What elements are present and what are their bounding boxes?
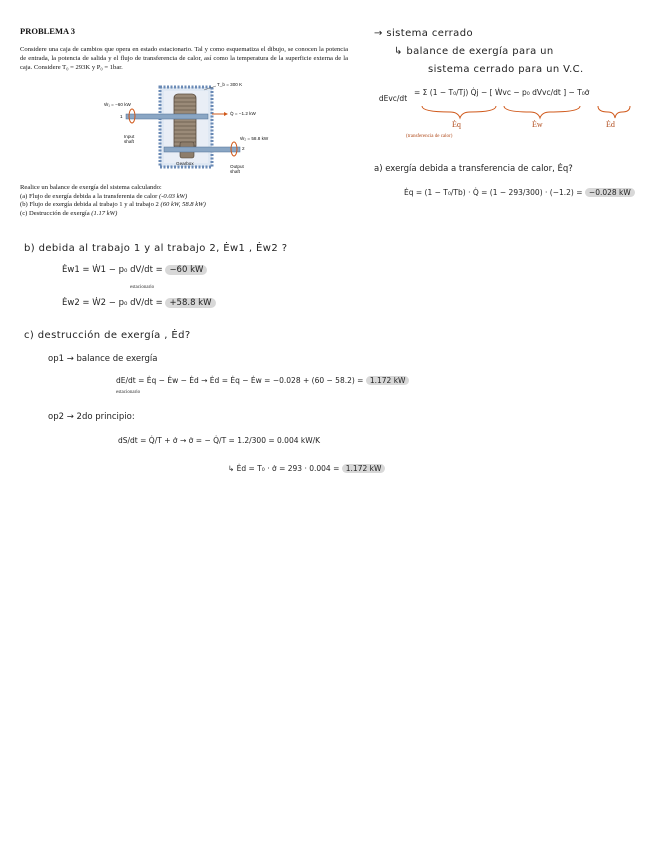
tb-label: T_b = 300 K [217,82,243,87]
part-b-eq2: Ėw2 = Ẇ2 − p₀ dV/dt = +58.8 kW [62,298,216,308]
task-item: (b) Flujo de exergía debida al trabajo 1 y al trabajo 2 (60 kW, 58.8 kW) [20,201,206,209]
part-b-result1: −60 kW [165,265,207,275]
problem-paragraph: Considere una caja de cambios que opera en estado estacionario. Tal y como esquematiza el dibujo, se conocen la potencia de entrada, la potencia de salida y el flujo de transferencia de calor, así como la temperatura de la superficie externa de la caja. Considere T₀ = 293K y P₀ = 1bar. [20,46,348,71]
note-system: → sistema cerrado [374,28,473,39]
gearbox-label: Gearbox [176,161,194,166]
part-a-title: a) exergía debida a transferencia de calor, Ėq? [374,164,573,174]
w2-label: Ẇ₂ = 58.8 kW [240,136,269,141]
note-balance-2: sistema cerrado para un V.C. [428,64,584,75]
brace-ew: Ėw [532,120,543,129]
part-b-title: b) debida al trabajo 1 y al trabajo 2, Ėw1 , Ėw2 ? [24,243,288,254]
part-b-result2: +58.8 kW [165,298,215,308]
op1-equation: dE/dt = Ėq − Ėw − Ėd → Ėd = Ėq − Ėw = −0.028 + (60 − 58.2) = 1.172 kW [116,376,409,385]
op1-title: op1 → balance de exergía [48,354,158,364]
part-b-note: estacionario [130,285,155,290]
part-c-title: c) destrucción de exergía , Ėd? [24,330,191,341]
gearbox-drawing [104,84,284,180]
task-list [20,184,348,218]
q-label: Q̇ = −1.2 kW [230,111,256,116]
gearbox-diagram [104,84,284,180]
w1-label: Ẇ₁ = −60 kW [104,102,131,107]
brace-eq: Ėq [452,120,461,129]
output-shaft-label: Output shaft [230,164,244,174]
problem-title: PROBLEMA 3 [20,26,76,36]
task-item: (c) Destrucción de exergía (1.17 kW) [20,209,118,217]
task-intro: Realice un balance de exergía del sistema calculando: [20,184,162,191]
task-item: (a) Flujo de exergía debida a la transferenia de calor (-0.03 kW) [20,192,188,200]
op1-note: estacionario [116,390,141,395]
part-a-result: −0.028 kW [585,188,635,197]
brace-note: (transferencia de calor) [406,134,453,139]
brace-ed: Ėd [606,120,615,129]
part-b-eq1: Ėw1 = Ẇ1 − p₀ dV/dt = −60 kW [62,265,207,275]
note-balance-1: ↳ balance de exergía para un [394,46,554,57]
op2-equation: dS/dt = Q̇/T + σ̇ → σ̇ = − Q̇/T = 1.2/300 = 0.004 kW/K [118,436,321,445]
op2-result: 1.172 kW [342,464,386,473]
op2-equation-2: ↳ Ėd = T₀ · σ̇ = 293 · 0.004 = 1.172 kW [228,464,385,473]
eq-lhs: dEvc/dt [378,94,408,103]
inlet-number: 1 [120,114,123,119]
eq-rhs: = Σ (1 − T₀/Tj) Q̇j − [ Ẇvc − p₀ dVvc/dt ] − T₀σ̇ [414,88,590,97]
op1-result: 1.172 kW [366,376,410,385]
op2-title: op2 → 2do principio: [48,412,135,422]
input-shaft-label: Input shaft [124,134,135,144]
part-a-equation: Ėq = (1 − T₀/Tb) · Q̇ = (1 − 293/300) · (−1.2) = −0.028 kW [404,188,635,197]
outlet-number: 2 [242,146,245,151]
